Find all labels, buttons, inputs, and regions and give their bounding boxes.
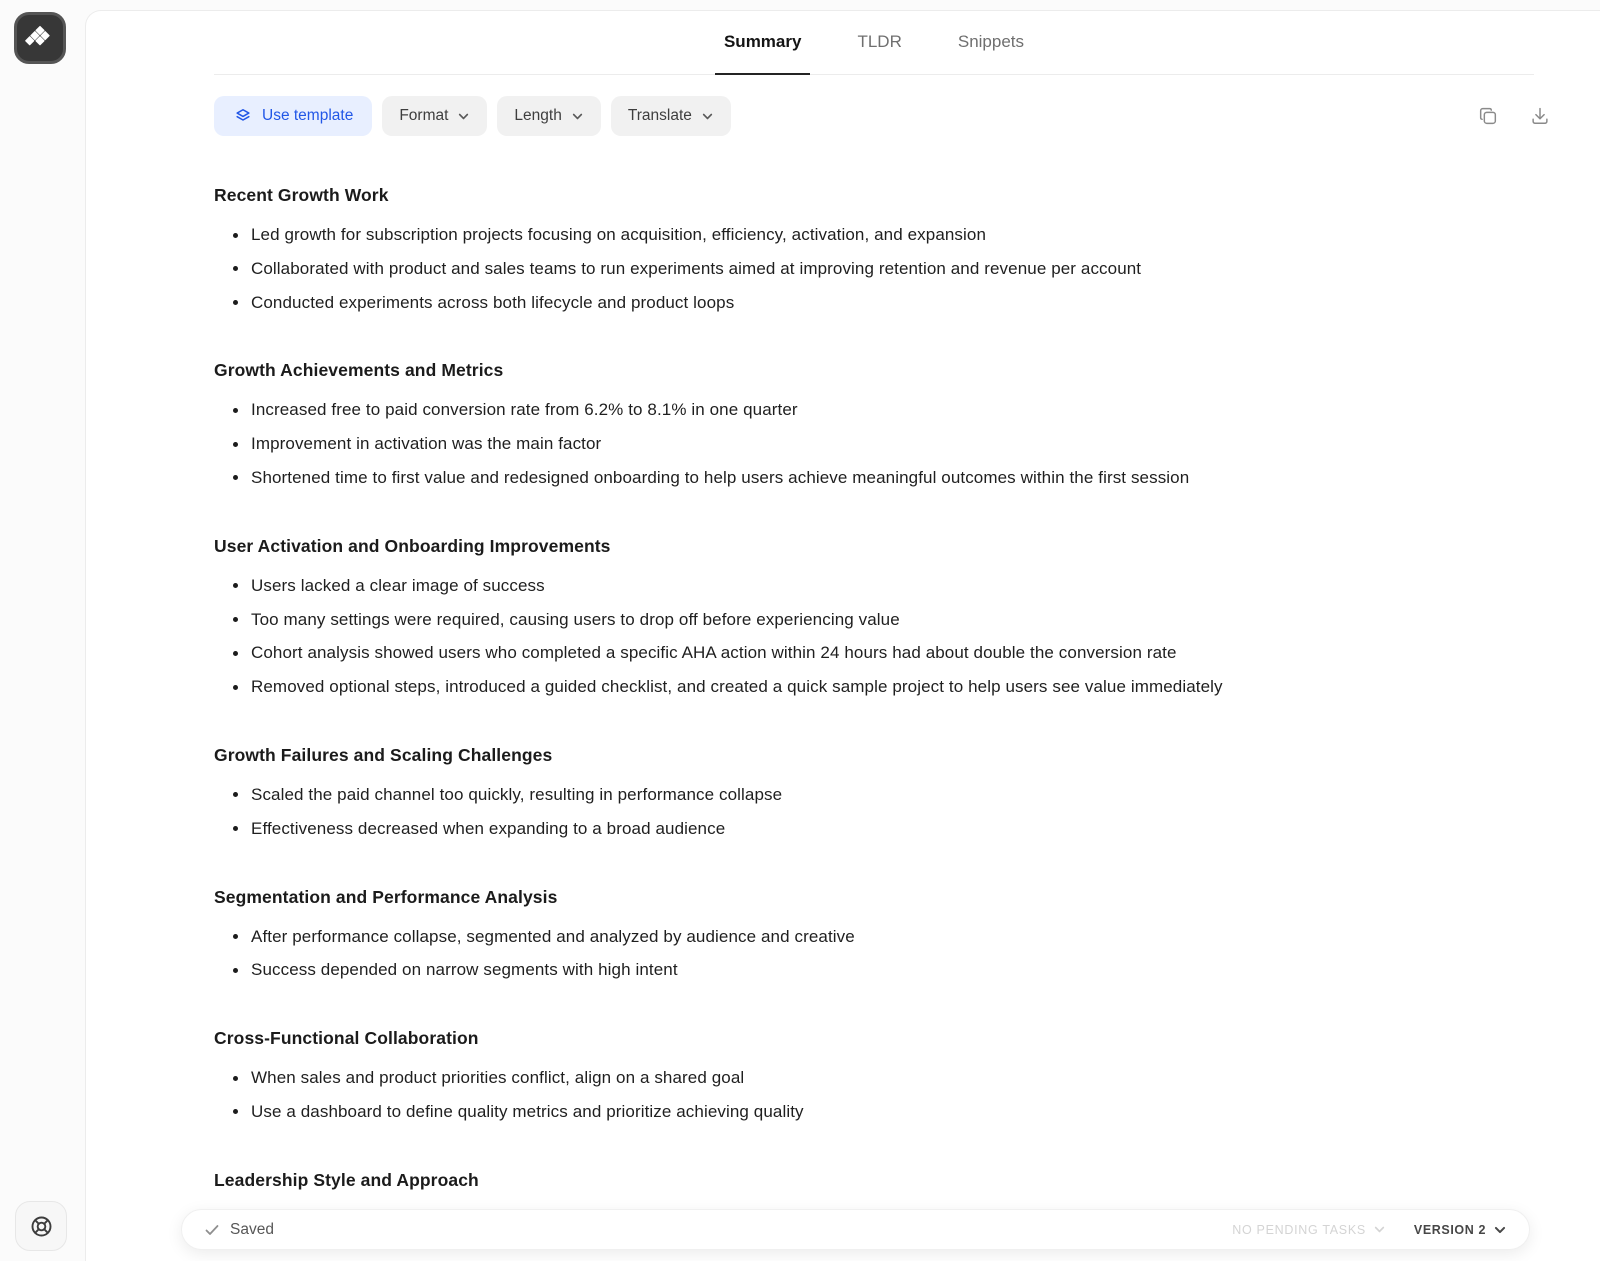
chevron-down-icon	[571, 110, 584, 123]
download-button[interactable]	[1528, 104, 1552, 128]
download-icon	[1529, 105, 1551, 127]
summary-section	[214, 359, 1480, 494]
section-heading: Growth Failures and Scaling Challenges	[214, 744, 553, 765]
bullet-item: Shortened time to first value and redesigned onboarding to help users achieve meaningful outcomes within the first session	[214, 461, 1480, 495]
use-template-label: Use template	[262, 107, 354, 124]
bullet-item: Improvement in activation was the main factor	[214, 427, 1480, 461]
use-template-button[interactable]	[214, 96, 372, 136]
summary-section	[214, 744, 1480, 846]
bullet-list	[214, 393, 1480, 494]
format-dropdown-label: Format	[399, 107, 449, 124]
app-logo[interactable]	[14, 12, 66, 64]
bullet-item: Cohort analysis showed users who completed a specific AHA action within 24 hours had about double the conversion rate	[214, 636, 1480, 670]
help-button[interactable]	[15, 1201, 67, 1251]
save-status-label: Saved	[230, 1220, 274, 1238]
format-dropdown[interactable]	[382, 96, 487, 136]
version-label: VERSION 2	[1413, 1222, 1486, 1237]
summary-section	[214, 184, 1480, 319]
section-heading: Segmentation and Performance Analysis	[214, 886, 558, 907]
version-dropdown[interactable]	[1414, 1223, 1507, 1237]
bullet-item: Too many settings were required, causing users to drop off before experiencing value	[214, 603, 1480, 637]
translate-dropdown[interactable]	[611, 96, 731, 136]
summary-section	[214, 1027, 1480, 1129]
translate-dropdown-label: Translate	[627, 107, 692, 124]
bullet-item: Use a dashboard to define quality metrics and prioritize achieving quality	[214, 1095, 1480, 1129]
tab-tldr[interactable]: TLDR	[848, 11, 910, 75]
bullet-list	[214, 920, 1480, 988]
copy-icon	[1477, 105, 1499, 127]
toolbar	[214, 96, 1600, 136]
section-heading: User Activation and Onboarding Improvements	[214, 535, 611, 556]
pending-tasks-label: NO PENDING TASKS	[1232, 1222, 1366, 1237]
copy-button[interactable]	[1476, 104, 1500, 128]
check-icon	[204, 1222, 220, 1238]
content-card	[85, 10, 1600, 1261]
layers-icon	[233, 106, 253, 126]
chevron-down-icon	[1373, 1223, 1386, 1236]
section-heading: Recent Growth Work	[214, 185, 389, 205]
section-heading: Cross-Functional Collaboration	[214, 1028, 479, 1049]
bullet-item: Collaborated with product and sales teams to run experiments aimed at improving retention and revenue per account	[214, 252, 1480, 286]
bullet-item: Increased free to paid conversion rate from 6.2% to 8.1% in one quarter	[214, 393, 1480, 427]
tab-bar	[214, 11, 1534, 75]
pending-tasks-dropdown[interactable]	[1232, 1223, 1386, 1237]
summary-document	[214, 184, 1480, 1191]
section-heading: Growth Achievements and Metrics	[214, 360, 504, 381]
bullet-item: Success depended on narrow segments with high intent	[214, 953, 1480, 987]
left-rail	[0, 0, 85, 1261]
bullet-item: When sales and product priorities conflict, align on a shared goal	[214, 1061, 1480, 1095]
bullet-item: Conducted experiments across both lifecycle and product loops	[214, 286, 1480, 320]
status-bar	[181, 1209, 1530, 1250]
chevron-down-icon	[457, 110, 470, 123]
summary-section	[214, 1169, 1480, 1191]
summary-section	[214, 535, 1480, 704]
diamond-grid-logo-icon	[21, 19, 59, 57]
summary-section	[214, 886, 1480, 988]
lifebuoy-icon	[28, 1213, 55, 1240]
status-right-group	[1232, 1223, 1507, 1237]
bullet-item: After performance collapse, segmented and analyzed by audience and creative	[214, 920, 1480, 954]
chevron-down-icon	[1493, 1223, 1507, 1237]
chevron-down-icon	[701, 110, 714, 123]
bullet-item: Users lacked a clear image of success	[214, 569, 1480, 603]
bullet-item: Effectiveness decreased when expanding to a broad audience	[214, 812, 1480, 846]
tab-snippets[interactable]: Snippets	[949, 11, 1033, 75]
length-dropdown-label: Length	[514, 107, 562, 124]
section-heading: Leadership Style and Approach	[214, 1169, 479, 1190]
bullet-list	[214, 778, 1480, 846]
tab-summary[interactable]: Summary	[715, 11, 810, 75]
bullet-list	[214, 218, 1480, 319]
bullet-list	[214, 1061, 1480, 1129]
bullet-list	[214, 569, 1480, 704]
bullet-item: Led growth for subscription projects focusing on acquisition, efficiency, activation, and expansion	[214, 218, 1480, 252]
length-dropdown[interactable]	[497, 96, 600, 136]
save-status	[204, 1221, 274, 1239]
bullet-item: Removed optional steps, introduced a guided checklist, and created a quick sample project to help users see value immediately	[214, 670, 1480, 704]
bullet-item: Scaled the paid channel too quickly, resulting in performance collapse	[214, 778, 1480, 812]
